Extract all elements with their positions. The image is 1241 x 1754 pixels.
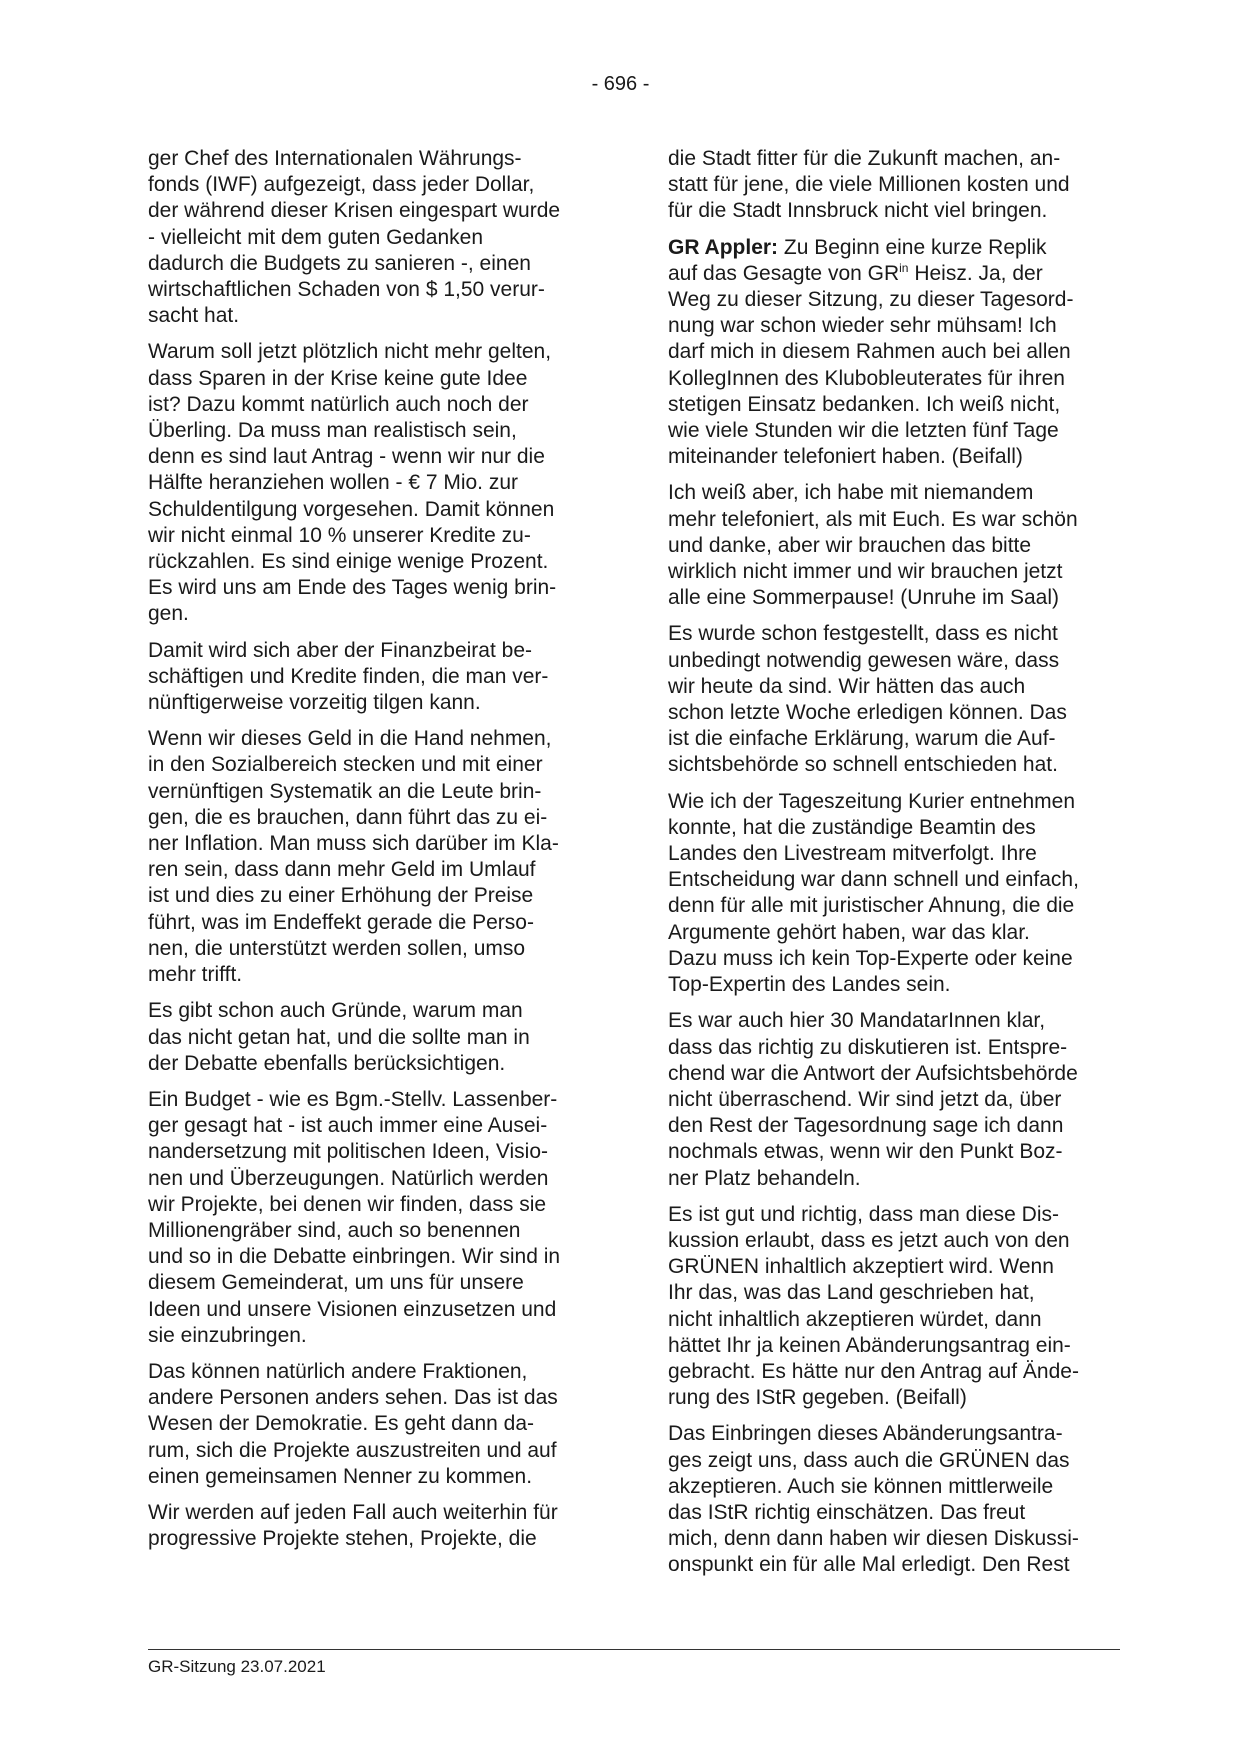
paragraph: Wie ich der Tageszeitung Kurier entnehmen konnte, hat die zuständige Beamtin des Landes den Livestream mitverfolgt. Ihre Entscheidung war dann schnell und einfach, denn für alle mit juristischer Ahnung, die die Argumente gehört haben, war das klar. Dazu muss ich kein Top-Experte oder keine Top-Expertin des Landes sein. — [668, 789, 1079, 997]
paragraph: Ich weiß aber, ich habe mit niemandem mehr telefoniert, als mit Euch. Es war schön und danke, aber wir brauchen das bitte wirklich nicht immer und wir brauchen jetzt alle eine Sommerpause! (Unruhe im Saal) — [668, 481, 1078, 610]
footer-divider — [148, 1649, 1120, 1650]
superscript: in — [899, 260, 909, 275]
speech-text: Heisz. Ja, der Weg zu dieser Sitzung, zu dieser Tagesord- nung war schon wieder sehr mühsam! Ich darf mich in diesem Rahmen auch bei allen KollegInnen des Klubobleuterates für ihren stetigen Einsatz bedanken. Ich weiß nicht, wie viele Stunden wir die letzten fünf Tage miteinander telefoniert haben. (Beifall) — [668, 261, 1074, 469]
paragraph: Wir werden auf jeden Fall auch weiterhin für progressive Projekte stehen, Projekte, die — [148, 1500, 558, 1551]
paragraph: Warum soll jetzt plötzlich nicht mehr gelten, dass Sparen in der Krise keine gute Idee ist? Dazu kommt natürlich auch noch der Überling. Da muss man realistisch sein, denn es sind laut Antrag - wenn wir nur die Hälfte heranziehen wollen - € 7 Mio. zur Schuldentilgung vorgesehen. Damit können wir nicht einmal 10 % unserer Kredite zu- rückzahlen. Es sind einige wenige Prozent. Es wird uns am Ende des Tages wenig brin- gen. — [148, 340, 557, 626]
paragraph: Ein Budget - wie es Bgm.-Stellv. Lassenber- ger gesagt hat - ist auch immer eine Ausei- nandersetzung mit politischen Ideen, Visio- nen und Überzeugungen. Natürlich werden wir Projekte, bei denen wir finden, dass sie Millionengräber sind, auch so benennen und so in die Debatte einbringen. Wir sind in diesem Gemeinderat, um uns für unsere Ideen und unsere Visionen einzusetzen und sie einzubringen. — [148, 1087, 561, 1347]
paragraph: Damit wird sich aber der Finanzbeirat be- schäftigen und Kredite finden, die man ver- nünftigerweise vorzeitig tilgen kann. — [148, 638, 549, 715]
paragraph: Es gibt schon auch Gründe, warum man das nicht getan hat, und die sollte man in der Debatte ebenfalls berücksichtigen. — [148, 999, 530, 1075]
right-column — [668, 146, 1120, 1589]
speech-text: Zu Beginn eine kurze Replik auf das Gesagte von GR — [668, 235, 1047, 285]
paragraph: Es ist gut und richtig, dass man diese Dis- kussion erlaubt, dass es jetzt auch von den GRÜNEN inhaltlich akzeptiert wird. Wenn Ihr das, was das Land geschrieben hat, nicht inhaltlich akzeptieren würdet, dann hättet Ihr ja keinen Abänderungsantrag ein- gebracht. Es hätte nur den Antrag auf Ände- rung des IStR gegeben. (Beifall) — [668, 1202, 1079, 1410]
paragraph: ger Chef des Internationalen Währungs- fonds (IWF) aufgezeigt, dass jeder Dollar, der während dieser Krisen eingespart wurde - vielleicht mit dem guten Gedanken dadurch die Budgets zu sanieren -, einen wirtschaftlichen Schaden von $ 1,50 verur- sacht hat. — [148, 147, 561, 328]
paragraph: Wenn wir dieses Geld in die Hand nehmen, in den Sozialbereich stecken und mit einer vernünftigen Systematik an die Leute brin- gen, die es brauchen, dann führt das zu ei- ner Inflation. Man muss sich darüber im Kla- ren sein, dass dann mehr Geld im Umlauf ist und dies zu einer Erhöhung der Preise führt, was im Endeffekt gerade die Perso- nen, die unterstützt werden sollen, umso mehr trifft. — [148, 727, 559, 987]
paragraph: Es wurde schon festgestellt, dass es nicht unbedingt notwendig gewesen wäre, dass wir heute da sind. Wir hätten das auch schon letzte Woche erledigen können. Das ist die einfache Erklärung, warum die Auf- sichtsbehörde so schnell entschieden hat. — [668, 622, 1067, 777]
page-number: - 696 - — [591, 73, 650, 95]
left-column — [148, 146, 600, 1562]
paragraph: die Stadt fitter für die Zukunft machen, an- statt für jene, die viele Millionen kosten und für die Stadt Innsbruck nicht viel bringen. — [668, 147, 1070, 223]
footer-text: GR-Sitzung 23.07.2021 — [148, 1657, 326, 1676]
speech-paragraph — [668, 235, 1120, 471]
paragraph: Das können natürlich andere Fraktionen, andere Personen anders sehen. Das ist das Wesen der Demokratie. Es geht dann da- rum, sich die Projekte auszustreiten und auf einen gemeinsamen Nenner zu kommen. — [148, 1359, 558, 1488]
speaker-name: GR Appler: — [668, 235, 779, 259]
paragraph: Das Einbringen dieses Abänderungsantra- ges zeigt uns, dass auch die GRÜNEN das akzeptieren. Auch sie können mittlerweile das IStR richtig einschätzen. Das freut mich, denn dann haben wir diesen Diskussi- onspunkt ein für alle Mal erledigt. Den Rest — [668, 1422, 1079, 1577]
paragraph: Es war auch hier 30 MandatarInnen klar, dass das richtig zu diskutieren ist. Entspre- chend war die Antwort der Aufsichtsbehörde nicht überraschend. Wir sind jetzt da, über den Rest der Tagesordnung sage ich dann nochmals etwas, wenn wir den Punkt Boz- ner Platz behandeln. — [668, 1009, 1078, 1190]
